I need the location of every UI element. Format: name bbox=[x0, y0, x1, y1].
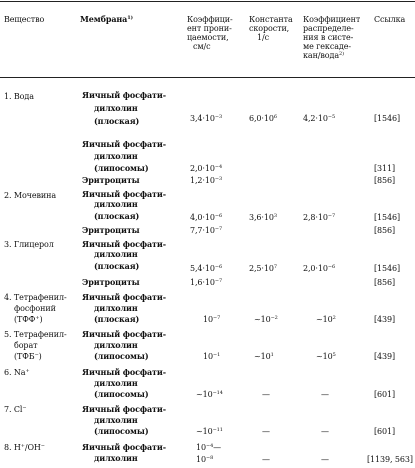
row-water-permeability-3: $1,2\cdot 10^{-3}$ bbox=[190, 176, 223, 185]
row-h-oh-rate-1: — bbox=[262, 455, 270, 464]
row-glycerol-ref-1: [1546] bbox=[374, 264, 401, 273]
row-urea-permeability-1: $4,0\cdot 10^{-6}$ bbox=[190, 213, 223, 222]
row-water-permeability-2: $2,0\cdot 10^{-4}$ bbox=[190, 164, 223, 173]
row-urea-ref-1: [1546] bbox=[374, 213, 401, 222]
row-na-membrane-1: Яичный фосфати- дилхолин (липосомы) bbox=[82, 367, 166, 399]
row-tpp-rate-1: $\sim 10^{-2}$ bbox=[254, 315, 278, 324]
row-cl-ref-1: [601] bbox=[374, 427, 396, 436]
row-water-name: 1. Вода bbox=[4, 92, 34, 101]
row-na-partition-1: — bbox=[321, 390, 329, 399]
row-tpp-partition-1: $\sim 10^2$ bbox=[316, 315, 336, 324]
row-tpp-permeability-1: $10^{-7}$ bbox=[203, 315, 221, 324]
row-cl-rate-1: — bbox=[262, 427, 270, 436]
row-h-oh-partition-1: — bbox=[321, 455, 329, 464]
row-water-membrane-2: Яичный фосфати- дилхолин (липосомы) bbox=[82, 139, 166, 173]
row-cl-permeability-1: $\sim 10^{-11}$ bbox=[196, 427, 223, 436]
row-urea-rate-1: $3,6\cdot 10^3$ bbox=[249, 213, 277, 222]
row-water-ref-3: [856] bbox=[374, 176, 396, 185]
row-tpp-membrane-1: Яичный фосфати- дилхолин (плоская) bbox=[82, 292, 166, 324]
row-urea-permeability-2: $7,7\cdot 10^{-7}$ bbox=[190, 226, 223, 235]
row-glycerol-permeability-1: $5,4\cdot 10^{-6}$ bbox=[190, 264, 223, 273]
row-cl-name: 7. Cl− bbox=[4, 405, 27, 414]
row-tpb-ref-1: [439] bbox=[374, 352, 396, 361]
row-h-oh-permeability-1: $10^{-4}—$ bbox=[196, 443, 222, 452]
row-glycerol-partition-1: $2,0\cdot 10^{-6}$ bbox=[303, 264, 336, 273]
row-na-name: 6. Na+ bbox=[4, 368, 30, 377]
row-glycerol-permeability-2: $1,6\cdot 10^{-7}$ bbox=[190, 278, 223, 287]
row-urea-partition-1: $2,8\cdot 10^{-7}$ bbox=[303, 213, 336, 222]
row-glycerol-rate-1: $2,5\cdot 10^7$ bbox=[249, 264, 277, 273]
row-glycerol-membrane-1: Яичный фосфати- дилхолин (плоская) bbox=[82, 239, 166, 271]
row-water-ref-2: [311] bbox=[374, 164, 396, 173]
row-na-permeability-1: $\sim 10^{-14}$ bbox=[196, 390, 223, 399]
row-tpb-name: 5. Тетрафенил- борат (ТФБ−) bbox=[4, 330, 67, 361]
row-cl-partition-1: — bbox=[321, 427, 329, 436]
header-reference: Ссылка bbox=[374, 15, 406, 24]
row-na-ref-1: [601] bbox=[374, 390, 396, 399]
row-tpb-permeability-1: $10^{-1}$ bbox=[203, 352, 221, 361]
row-tpb-membrane-1: Яичный фосфати- дилхолин (липосомы) bbox=[82, 329, 166, 361]
row-urea-membrane-2: Эритроциты bbox=[82, 225, 140, 235]
header-membrane: Мембрана$^{1)}$ bbox=[80, 14, 133, 24]
row-water-rate-1: $6,0\cdot 10^6$ bbox=[249, 114, 277, 123]
row-glycerol-name: 3. Глицерол bbox=[4, 240, 54, 249]
row-na-rate-1: — bbox=[262, 390, 270, 399]
header-bottom-rule bbox=[0, 77, 415, 78]
row-urea-membrane-1: Яичный фосфати- дилхолин (плоская) bbox=[82, 189, 166, 221]
row-water-ref-1: [1546] bbox=[374, 114, 401, 123]
row-tpp-ref-1: [439] bbox=[374, 315, 396, 324]
header-substance: Вещество bbox=[4, 15, 45, 24]
header-permeability: Коэффици- ент прони- цаемости, см/с bbox=[187, 15, 233, 51]
row-urea-ref-2: [856] bbox=[374, 226, 396, 235]
row-glycerol-ref-2: [856] bbox=[374, 278, 396, 287]
row-h-oh-ref-1: [1139, 563] bbox=[367, 455, 413, 464]
row-water-membrane-1: Яичный фосфати- дилхолин (плоская) bbox=[82, 90, 166, 126]
row-tpb-rate-1: $\sim 10^1$ bbox=[254, 352, 274, 361]
row-h-oh-name: 8. H+/OH− bbox=[4, 443, 45, 452]
row-water-partition-1: $4,2\cdot 10^{-5}$ bbox=[303, 114, 336, 123]
header-partition-coefficient: Коэффициент распределе- ния в систе- ме гексаде- кан/вода$^{2)}$ bbox=[303, 15, 361, 60]
row-glycerol-membrane-2: Эритроциты bbox=[82, 277, 140, 287]
header-rate-constant: Константа скорости, 1/с bbox=[249, 15, 293, 42]
row-water-membrane-3: Эритроциты bbox=[82, 175, 140, 185]
row-cl-membrane-1: Яичный фосфати- дилхолин (липосомы) bbox=[82, 404, 166, 436]
row-urea-name: 2. Мочевина bbox=[4, 191, 57, 200]
row-water-permeability-1: $3,4\cdot 10^{-3}$ bbox=[190, 114, 223, 123]
row-tpp-name: 4. Тетрафенил- фосфоний (ТФФ+) bbox=[4, 293, 67, 324]
table-top-rule bbox=[0, 1, 415, 2]
row-h-oh-membrane-1: Яичный фосфати- дилхолин bbox=[82, 442, 166, 463]
row-h-oh-permeability-2: $10^{-8}$ bbox=[196, 455, 214, 464]
row-tpb-partition-1: $\sim 10^5$ bbox=[316, 352, 336, 361]
